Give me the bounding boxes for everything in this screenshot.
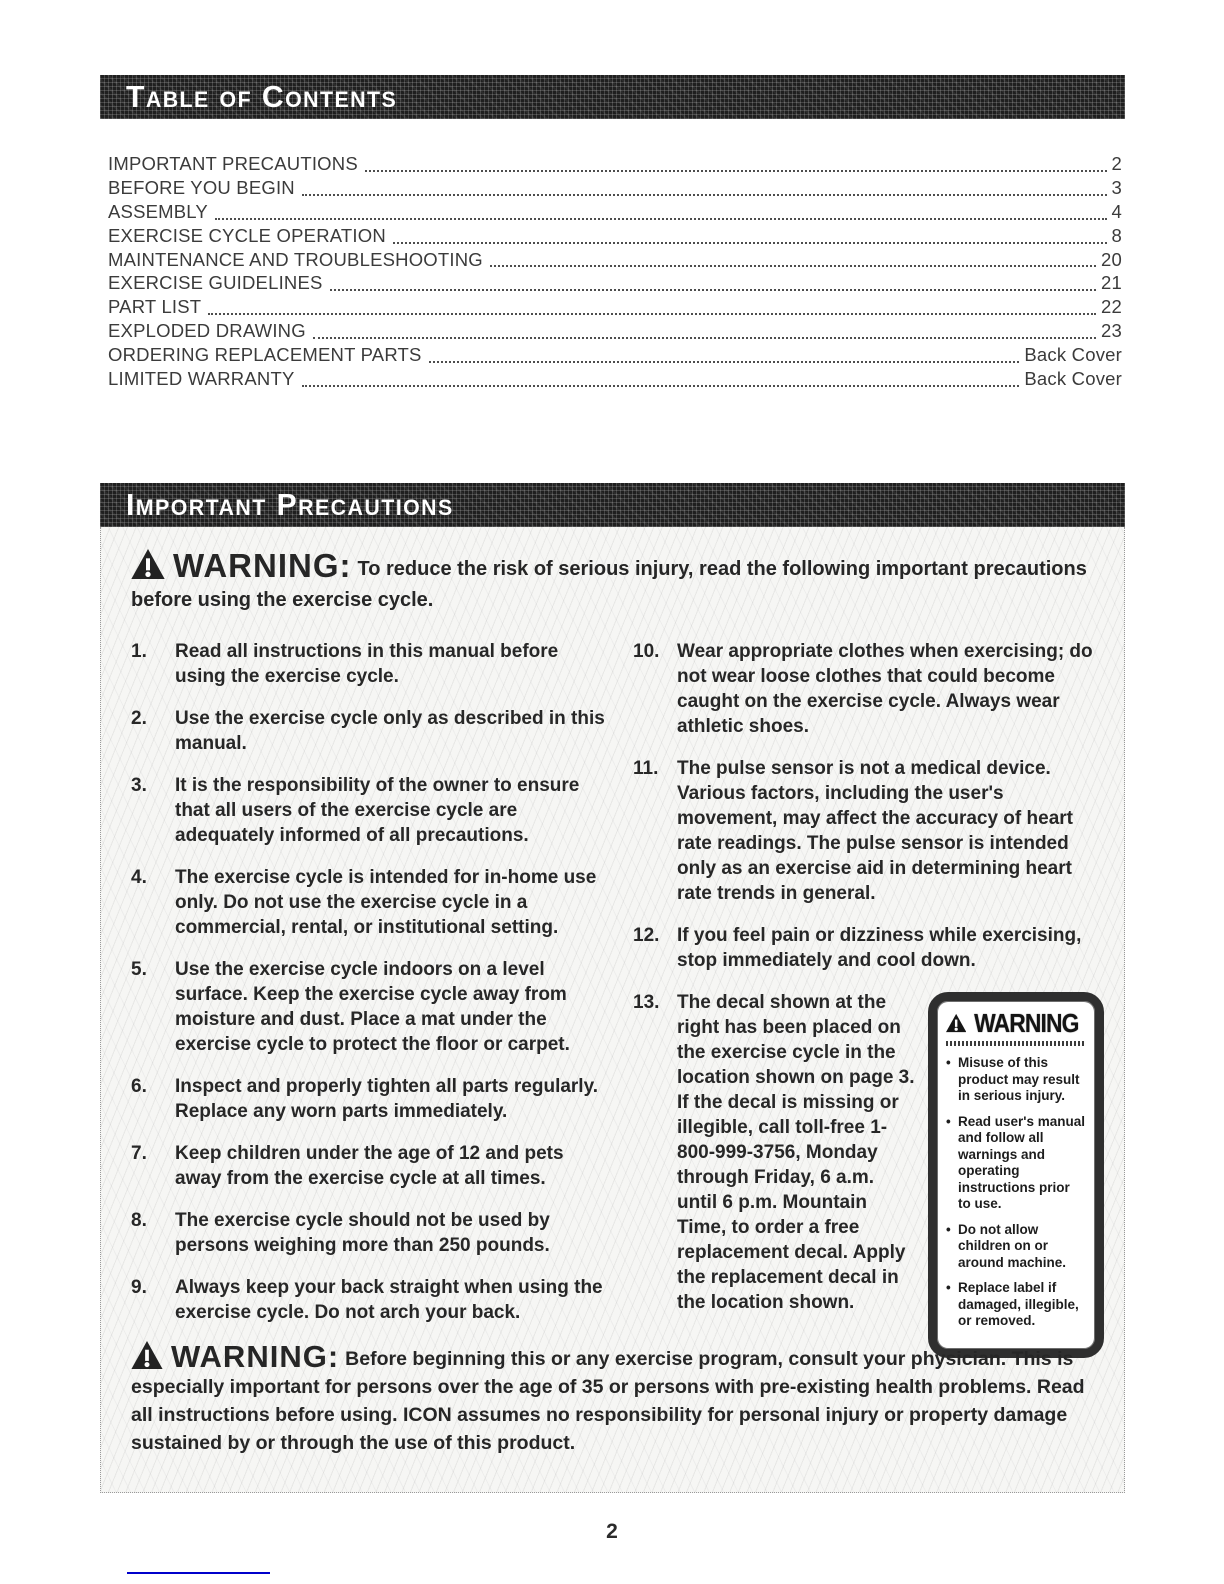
precaution-item: [131, 1208, 609, 1258]
item-number: 5.: [131, 959, 147, 980]
item-number: 3.: [131, 775, 147, 796]
precaution-item: [633, 756, 1104, 906]
item13-content: [677, 990, 1104, 1358]
precaution-item: [131, 957, 609, 1057]
item-text: The pulse sensor is not a medical device. Various factors, including the user's movement, may affect the accuracy of heart rate readings. The pulse sensor is intended only as an exercise aid in determining heart rate trends in general.: [677, 758, 1073, 904]
warning-label: WARNING:: [171, 1339, 340, 1374]
toc-entry-label: IMPORTANT PRECAUTIONS: [108, 153, 358, 174]
warning-triangle-icon: [946, 1013, 966, 1033]
toc-entry: [108, 177, 1122, 201]
bullet-dot: •: [946, 1113, 951, 1129]
bottom-warning: [131, 1341, 1100, 1457]
precaution-item: [131, 639, 609, 689]
item-number: 6.: [131, 1076, 147, 1097]
item-text: It is the responsibility of the owner to ensure that all users of the exercise cycle are adequately informed of all precautions.: [175, 775, 580, 846]
item-text: The exercise cycle should not be used by persons weighing more than 250 pounds.: [175, 1210, 550, 1256]
precaution-item: [633, 639, 1104, 739]
toc-entry: [108, 272, 1122, 296]
warning-intro-text: To reduce the risk of serious injury, read the following important precautions before using the exercise cycle.: [131, 558, 1087, 611]
item-text: If you feel pain or dizziness while exercising, stop immediately and cool down.: [677, 925, 1082, 971]
toc-entry-label: ASSEMBLY: [108, 200, 208, 222]
item-number: 8.: [131, 1210, 147, 1231]
toc-entry-label: LIMITED WARRANTY: [108, 368, 295, 390]
toc-header-bar: [100, 75, 1125, 119]
decal-bullet: [946, 1280, 1086, 1330]
toc-entry-page: 4: [1111, 200, 1122, 222]
precaution-item: [131, 1275, 609, 1325]
precaution-item: [131, 706, 609, 756]
item-text: Use the exercise cycle only as described in this manual.: [175, 708, 605, 754]
toc-entry: [108, 344, 1122, 368]
item-number: 7.: [131, 1143, 147, 1164]
item-number: 4.: [131, 867, 147, 888]
toc-leader-dots: [330, 289, 1096, 291]
precautions-section: [100, 527, 1125, 1493]
toc-entry-label: EXERCISE CYCLE OPERATION: [108, 224, 386, 246]
decal-bullet-text: Replace label if damaged, illegible, or removed.: [958, 1280, 1079, 1328]
warning-triangle-icon: [131, 1341, 163, 1369]
toc-entry-page: Back Cover: [1024, 344, 1122, 366]
decal-warning-label: WARNING: [974, 1008, 1079, 1038]
toc-entry-label: EXPLODED DRAWING: [108, 320, 306, 342]
item-text: The exercise cycle is intended for in-home use only. Do not use the exercise cycle in a commercial, rental, or institutional setting.: [175, 867, 597, 938]
item-number: 2.: [131, 708, 147, 729]
precaution-item: [131, 1074, 609, 1124]
item-number: 12.: [633, 925, 660, 946]
toc-entry-page: 23: [1101, 320, 1122, 342]
precaution-item: [131, 1141, 609, 1191]
toc-entry-page: 20: [1101, 248, 1122, 270]
item-text: Use the exercise cycle indoors on a level surface. Keep the exercise cycle away from moisture and dust. Place a mat under the exercise cycle to protect the floor or carpet.: [175, 959, 570, 1055]
precaution-item-13: [633, 990, 1104, 1358]
toc-entry-page: 3: [1111, 176, 1122, 198]
toc-entry-page: Back Cover: [1024, 368, 1122, 390]
toc-entry: [108, 249, 1122, 273]
bullet-dot: •: [946, 1055, 951, 1070]
toc-entry: [108, 320, 1122, 344]
toc-entry-page: 22: [1101, 296, 1122, 318]
page-number: 2: [606, 1520, 618, 1543]
toc-leader-dots: [208, 313, 1096, 315]
toc-entry-page: 8: [1111, 224, 1122, 246]
precaution-item: [131, 773, 609, 848]
warning-intro: [131, 549, 1098, 617]
toc-leader-dots: [215, 218, 1107, 220]
toc-entry-label: BEFORE YOU BEGIN: [108, 176, 295, 198]
item-number: 10.: [633, 641, 660, 662]
decal-stripe-divider: [946, 1041, 1086, 1046]
bottom-warning-text: Before beginning this or any exercise program, consult your physician. This is especially important for persons over the age of 35 or persons with pre-existing health problems. Read all instructions before using. ICON assumes no responsibility for personal injury or property damage sustained by or through the use of this product.: [131, 1348, 1085, 1454]
decal-header: [946, 1010, 1086, 1036]
footer-blue-line: [127, 1572, 270, 1574]
decal-bullet-text: Misuse of this product may result in serious injury.: [958, 1055, 1080, 1103]
bullet-dot: •: [946, 1280, 951, 1295]
item-text: The decal shown at the right has been placed on the exercise cycle in the location shown on page 3. If the decal is missing or illegible, call toll-free 1-800-999-3756, Monday through Friday, 6 a.m. until 6 p.m. Mountain Time, to order a free replacement decal. Apply the replacement decal in the location shown.: [677, 992, 915, 1313]
toc-leader-dots: [365, 170, 1107, 172]
toc-leader-dots: [313, 337, 1096, 339]
item-text: Wear appropriate clothes when exercising; do not wear loose clothes that could become caught on the exercise cycle. Always wear athletic shoes.: [677, 641, 1093, 737]
precautions-header-bar: [100, 483, 1125, 527]
decal-bullet-text: Do not allow children on or around machine.: [958, 1221, 1067, 1270]
toc-leader-dots: [429, 361, 1020, 363]
precaution-item: [131, 865, 609, 940]
precautions-column-right: [633, 639, 1104, 1375]
item-number: 9.: [131, 1277, 147, 1298]
toc-leader-dots: [302, 194, 1107, 196]
toc-leader-dots: [302, 385, 1020, 387]
toc-entry: [108, 225, 1122, 249]
decal-bullet-text: Read user's manual and follow all warnings and operating instructions prior to use.: [958, 1113, 1086, 1211]
item-number: 11.: [633, 758, 659, 779]
item-number: 1.: [131, 641, 147, 662]
toc-header-title: Table of Contents: [126, 79, 398, 114]
decal-bullet: [946, 1114, 1086, 1213]
decal-bullet-list: [946, 1055, 1086, 1330]
precautions-columns: [131, 639, 1104, 1375]
decal-bullet: [946, 1055, 1086, 1105]
toc-entry: [108, 201, 1122, 225]
toc-entry-label: EXERCISE GUIDELINES: [108, 272, 323, 294]
toc-entry-page: 2: [1111, 153, 1122, 174]
toc-entry-label: ORDERING REPLACEMENT PARTS: [108, 344, 422, 366]
item-text: Keep children under the age of 12 and pets away from the exercise cycle at all times.: [175, 1143, 564, 1189]
warning-label: WARNING:: [173, 547, 352, 584]
item-text: Inspect and properly tighten all parts regularly. Replace any worn parts immediately.: [175, 1076, 599, 1122]
toc-list: [108, 153, 1122, 392]
precautions-column-left: [131, 639, 609, 1375]
warning-triangle-icon: [131, 549, 165, 579]
precaution-item: [633, 923, 1104, 973]
toc-entry-page: 21: [1101, 272, 1122, 294]
toc-entry: [108, 153, 1122, 177]
warning-decal: [928, 992, 1104, 1358]
toc-leader-dots: [393, 242, 1107, 244]
item-text: Always keep your back straight when using the exercise cycle. Do not arch your back.: [175, 1277, 603, 1323]
toc-entry: [108, 296, 1122, 320]
precautions-header-title: Important Precautions: [126, 487, 454, 522]
decal-bullet: [946, 1222, 1086, 1272]
toc-leader-dots: [490, 265, 1096, 267]
toc-entry-label: PART LIST: [108, 296, 202, 318]
bullet-dot: •: [946, 1221, 951, 1237]
toc-entry-label: MAINTENANCE AND TROUBLESHOOTING: [108, 248, 483, 270]
toc-entry: [108, 368, 1122, 392]
item-text: Read all instructions in this manual before using the exercise cycle.: [175, 641, 559, 687]
item-number: 13.: [633, 992, 660, 1013]
